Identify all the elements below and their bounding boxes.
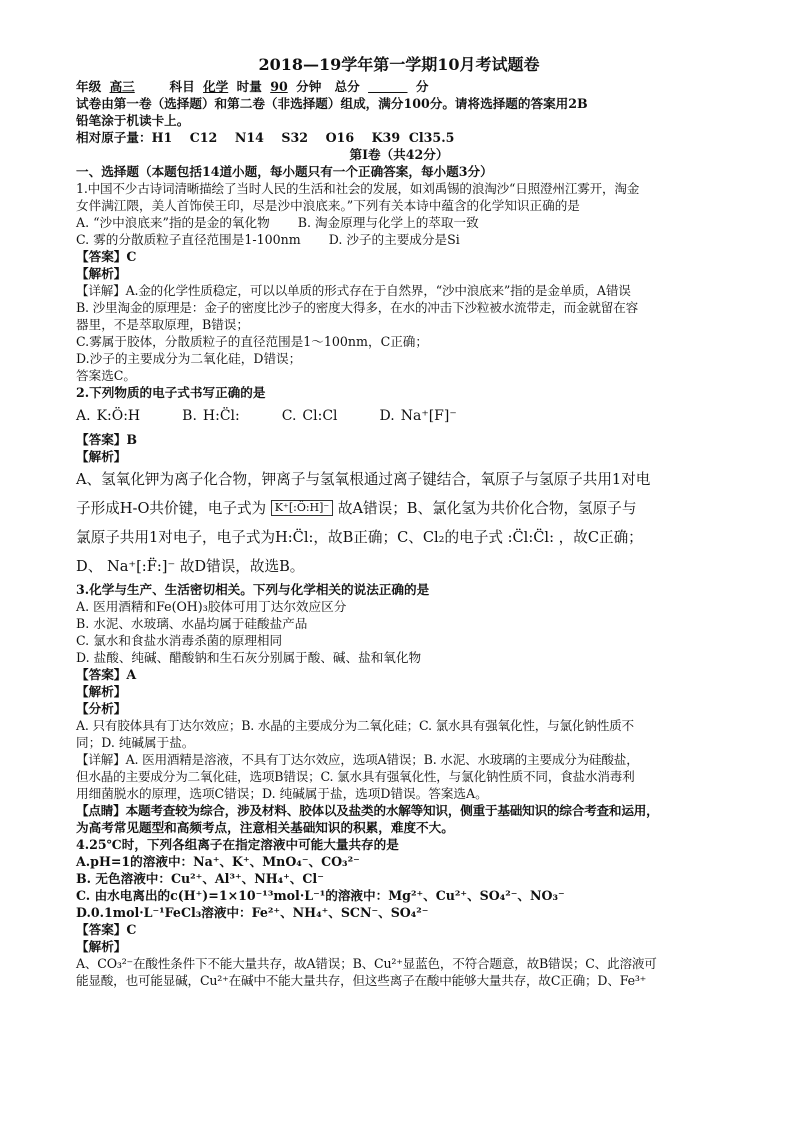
q3-option-c: C. 氯水和食盐水消毒杀菌的原理相同	[76, 633, 283, 648]
q1-detail-4: C.雾属于胶体，分散质粒子的直径范围是1～100nm，C正确；	[76, 334, 428, 349]
q2-exp2-text-a: 子形成H-O共价键，电子式为	[76, 500, 267, 517]
q1-stem-2: 女伴满江隈，美人首饰侯王印，尽是沙中浪底来。”下列有关本诗中蕴含的化学知识正确的是	[76, 198, 580, 213]
subject-value: 化学	[203, 79, 229, 94]
q4-answer: 【答案】C	[76, 922, 137, 937]
q4-option-c: C. 由水电离出的c(H⁺)=1×10⁻¹³mol·L⁻¹的溶液中：Mg²⁺、Cu²⁺、SO₄²⁻、NO₃⁻	[76, 888, 565, 903]
exam-title: 2018—19学年第一学期10月考试题卷	[258, 55, 540, 74]
q4-analysis-label: 【解析】	[76, 939, 127, 954]
q3-detail-1: 【详解】A. 医用酒精是溶液，不具有丁达尔效应，选项A错误；B. 水泥、水玻璃的主要成分为硅酸盐，	[76, 752, 639, 767]
q1-options-row-2	[76, 231, 722, 248]
q1-option-c: C. 雾的分散质粒子直径范围是1-100nm	[76, 232, 301, 247]
q3-option-d: D. 盐酸、纯碱、醋酸钠和生石灰分别属于酸、碱、盐和氧化物	[76, 650, 422, 665]
q3-answer: 【答案】A	[76, 667, 137, 682]
q2-exp3-formula: :C̈l:C̈l:	[507, 529, 554, 546]
grade-value: 高三	[109, 79, 135, 94]
q2-option-b	[182, 401, 240, 431]
q1-options-row-1	[76, 214, 722, 231]
section-title: 第Ⅰ卷（共42分）	[349, 147, 449, 162]
q2-option-a	[76, 401, 140, 431]
q2-option-d	[380, 401, 457, 431]
q1-option-d: D. 沙子的主要成分是Si	[328, 232, 460, 247]
q3-option-a: A. 医用酒精和Fe(OH)₃胶体可用丁达尔效应区分	[76, 599, 347, 614]
instructions-line-1: 试卷由第一卷（选择题）和第二卷（非选择题）组成，满分100分。请将选择题的答案用2B	[76, 96, 588, 111]
q4-option-b: B. 无色溶液中：Cu²⁺、Al³⁺、NH₄⁺、Cl⁻	[76, 871, 324, 886]
q1-option-b: B. 淘金原理与化学上的萃取一致	[297, 215, 479, 230]
q2-exp2-text-b: 故A错误；B、氯化氢为共价化合物，氢原子与	[337, 500, 637, 517]
q3-note-1: 【点睛】本题考查较为综合，涉及材料、胶体以及盐类的水解等知识，侧重于基础知识的综合考查和运用，	[76, 803, 659, 818]
time-unit: 分钟	[296, 79, 322, 94]
q2-explanation-4	[76, 552, 722, 581]
q3-detail-3: 用细菌脱水的原理，选项C错误；D. 纯碱属于盐，选项D错误。答案选A。	[76, 786, 488, 801]
q2-option-d-formula: Na⁺[F]⁻	[400, 408, 457, 424]
q1-detail-5: D.沙子的主要成分为二氧化硅，D错误；	[76, 351, 302, 366]
q2-answer: 【答案】B	[76, 432, 138, 447]
score-label: 总分	[334, 79, 360, 94]
q1-answer: 【答案】C	[76, 249, 137, 264]
q3-detail-2: 但水晶的主要成分为二氧化硅，选项B错误；C. 氯水具有强氧化性，与氯化钠性质不同，食盐水消毒利	[76, 769, 635, 784]
q1-option-a: A. “沙中浪底来”指的是金的氧化物	[76, 215, 270, 230]
instructions-line-2: 铅笔涂于机读卡上。	[76, 113, 190, 128]
time-value: 90	[270, 79, 288, 94]
q2-option-c-formula: Cl:Cl	[302, 408, 338, 424]
q2-option-b-formula: H:C̈l:	[202, 408, 240, 424]
q4-option-d: D.0.1mol·L⁻¹FeCl₃溶液中：Fe²⁺、NH₄⁺、SCN⁻、SO₄²⁻	[76, 905, 429, 920]
q1-detail-3: 器里，不是萃取原理，B错误；	[76, 317, 249, 332]
q2-option-a-label: A.	[76, 408, 91, 424]
q3-note-2: 为高考常见题型和高频考点，注意相关基础知识的积累，难度不大。	[76, 820, 454, 835]
q3-stem: 3.化学与生产、生活密切相关。下列与化学相关的说法正确的是	[76, 582, 430, 597]
q2-option-d-label: D.	[379, 408, 395, 424]
q1-stem-1: 1.中国不少古诗词清晰描绘了当时人民的生活和社会的发展，如刘禹锡的浪淘沙“日照澄州江雾开，淘金	[76, 181, 640, 196]
q2-option-b-label: B.	[182, 408, 197, 424]
q2-option-a-formula: K:Ö:H	[96, 408, 141, 424]
q2-explanation-2	[76, 494, 722, 523]
q4-explanation-1: A、CO₃²⁻在酸性条件下不能大量共存，故A错误；B、Cu²⁺显蓝色，不符合题意，故B错误；C、此溶液可	[76, 956, 657, 971]
q2-analysis-label: 【解析】	[76, 449, 127, 464]
score-blank	[364, 79, 411, 94]
q2-option-c-label: C.	[281, 408, 297, 424]
exam-page	[76, 54, 722, 989]
exam-meta	[76, 78, 722, 95]
q3-fenxi-label: 【分析】	[76, 701, 127, 716]
q2-exp4-text-b: 故D错误，故选B。	[179, 558, 305, 575]
q2-options	[76, 401, 722, 431]
atomic-masses: 相对原子量：H1 C12 N14 S32 O16 K39 Cl35.5	[76, 130, 455, 145]
q2-stem: 2.下列物质的电子式书写正确的是	[76, 385, 266, 400]
q3-analysis-label: 【解析】	[76, 684, 127, 699]
q2-exp2-formula: K⁺[:Ö:H]⁻	[271, 500, 333, 516]
q3-fenxi-2: 同；D. 纯碱属于盐。	[76, 735, 195, 750]
q2-exp3-text-b: ，故C正确；	[558, 529, 643, 546]
q3-option-b: B. 水泥、水玻璃、水晶均属于硅酸盐产品	[76, 616, 308, 631]
q4-explanation-2: 能显酸，也可能显碱，Cu²⁺在碱中不能大量共存，但这些离子在酸中能够大量共存，故C正确；D、Fe³⁺	[76, 973, 647, 988]
q2-exp3-text-a: 氯原子共用1对电子，电子式为H:C̈l:，故B正确；C、Cl₂的电子式	[76, 529, 503, 546]
q4-stem: 4.25℃时，下列各组离子在指定溶液中可能大量共存的是	[76, 837, 399, 852]
q1-detail-2: B. 沙里淘金的原理是：金子的密度比沙子的密度大得多，在水的冲击下沙粒被水流带走，而金就留在容	[76, 300, 638, 315]
q1-detail-1: 【详解】A.金的化学性质稳定，可以以单质的形式存在于自然界，“沙中浪底来”指的是金单质，A错误	[76, 283, 631, 298]
subject-label: 科目	[169, 79, 195, 94]
q2-exp4-formula: Na⁺[:F̈:]⁻	[106, 558, 176, 575]
q1-detail-6: 答案选C。	[76, 368, 137, 383]
part-title: 一、选择题（本题包括14道小题，每小题只有一个正确答案，每小题3分）	[76, 164, 493, 179]
score-unit: 分	[415, 79, 429, 94]
q3-fenxi-1: A. 只有胶体具有丁达尔效应；B. 水晶的主要成分为二氧化硅；C. 氯水具有强氧化性，与氯化钠性质不	[76, 718, 634, 733]
q2-exp4-text-a: D、	[76, 558, 103, 575]
time-label: 时量	[236, 79, 262, 94]
q2-explanation-3	[76, 523, 722, 552]
q2-explanation-1: A、氢氧化钾为离子化合物，钾离子与氢氧根通过离子键结合，氧原子与氢原子共用1对电	[76, 471, 651, 488]
q4-option-a: A.pH=1的溶液中：Na⁺、K⁺、MnO₄⁻、CO₃²⁻	[76, 854, 360, 869]
grade-label: 年级	[76, 79, 102, 94]
q2-option-c	[282, 401, 338, 431]
q1-analysis-label: 【解析】	[76, 266, 127, 281]
